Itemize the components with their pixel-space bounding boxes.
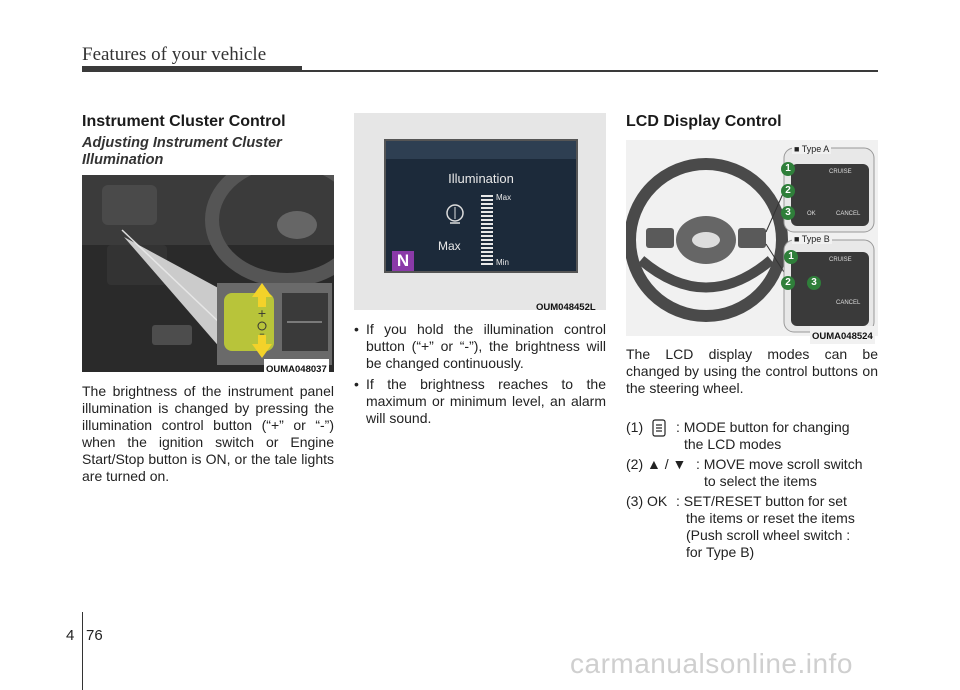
cluster-screen	[384, 139, 578, 273]
dashboard-photo	[82, 175, 334, 372]
type-a-label: ■ Type A	[794, 144, 830, 154]
item-3-cont3: for Type B)	[686, 544, 755, 560]
cruise-button: CRUISE	[829, 169, 852, 175]
steering-wheel-figure	[626, 140, 878, 342]
header-rule	[302, 70, 878, 72]
scale-min: Min	[496, 258, 509, 267]
item-1-cont: the LCD modes	[684, 436, 782, 452]
lcd-paragraph: The LCD display modes can be changed by using the control buttons on the steering wheel.	[626, 346, 878, 396]
cluster-screen-figure	[354, 113, 606, 313]
cruise-button: CRUISE	[829, 257, 852, 263]
bullet-list	[354, 321, 606, 427]
marker-1: 1	[781, 162, 795, 176]
level-label: Max	[438, 239, 461, 253]
image-code: OUMA048524	[812, 331, 873, 342]
cancel-button: CANCEL	[836, 211, 861, 217]
brightness-icon	[442, 201, 468, 231]
section-heading-instrument-cluster: Instrument Cluster Control	[82, 113, 286, 130]
marker-3: 3	[807, 276, 821, 290]
marker-3: 3	[781, 206, 795, 220]
svg-text:+: +	[257, 307, 267, 320]
section-heading-lcd: LCD Display Control	[626, 113, 782, 130]
screen-title: Illumination	[448, 171, 514, 186]
subheading-illumination: Adjusting Instrument Cluster Illumination	[82, 135, 282, 168]
svg-text:–: –	[259, 327, 265, 340]
item-3-num: (3) OK	[626, 493, 668, 509]
section-number: 4	[66, 627, 75, 644]
bullet-item: • If the brightness reaches to the maximum or minimum level, an alarm will sound.	[354, 376, 606, 427]
footer-rule	[82, 612, 83, 690]
cancel-button: CANCEL	[836, 300, 861, 306]
item-1-text: : MODE button for changing	[676, 419, 850, 435]
item-1-num: (1)	[626, 419, 644, 435]
bullet-item: • If you hold the illumination control button (“+” or “-”), the brightness will be changed continuously.	[354, 321, 606, 372]
brightness-scale	[481, 195, 493, 267]
page-number: 76	[86, 627, 103, 644]
running-header: Features of your vehicle	[82, 44, 267, 65]
item-3-cont: the items or reset the items	[686, 510, 855, 526]
image-code: OUM048452L	[536, 302, 596, 313]
header-bar	[82, 66, 302, 72]
gear-indicator: N	[392, 251, 414, 271]
scale-max: Max	[496, 193, 512, 202]
watermark: carmanualsonline.info	[570, 648, 853, 679]
marker-2: 2	[781, 276, 795, 290]
item-2-num: (2) ▲ / ▼	[626, 456, 687, 472]
illumination-paragraph: The brightness of the instrument panel illumination is changed by pressing the illumination control button (“+” or “-”) when the ignition switch or Engine Start/Stop button is ON, or the tale lights are turned on.	[82, 383, 334, 484]
item-2-text: : MOVE move scroll switch	[696, 456, 863, 472]
marker-2: 2	[781, 184, 795, 198]
mode-button-icon	[652, 419, 666, 437]
item-3-text: : SET/RESET button for set	[676, 493, 847, 509]
ok-button: OK	[807, 211, 816, 217]
image-code: OUMA048037	[266, 364, 327, 372]
marker-1: 1	[784, 250, 798, 264]
item-2-cont: to select the items	[704, 473, 817, 489]
dashboard-illustration	[82, 175, 334, 372]
type-b-label: ■ Type B	[794, 234, 830, 244]
item-3-cont2: (Push scroll wheel switch :	[686, 527, 851, 543]
